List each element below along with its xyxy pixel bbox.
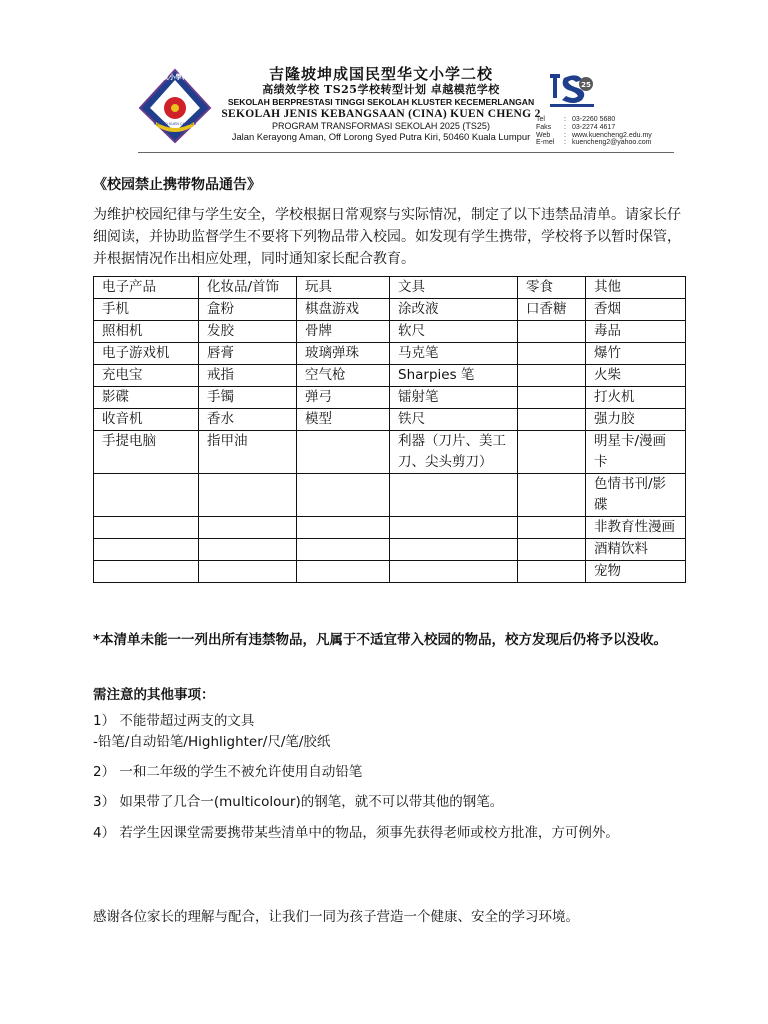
letterhead [138, 66, 674, 152]
table-cell: 充电宝 [94, 365, 199, 387]
table-cell: 马克笔 [390, 343, 518, 365]
notice-title: 《校园禁止携带物品通告》 [93, 177, 261, 193]
table-cell [518, 561, 586, 583]
table-cell: 照相机 [94, 321, 199, 343]
note-item: 4） 若学生因课堂需要携带某些清单中的物品，须事先获得老师或校方批准，方可例外。 [93, 825, 619, 841]
table-row [94, 539, 686, 561]
thanks-message: 感谢各位家长的理解与配合，让我们一同为孩子营造一个健康、安全的学习环境。 [93, 909, 579, 925]
logo-bottom-text: S.J.K.(C) KUEN CHENG 2 [153, 122, 197, 126]
table-cell [518, 365, 586, 387]
note-item: 2） 一和二年级的学生不被允许使用自动铅笔 [93, 764, 363, 780]
table-cell: 香水 [199, 409, 297, 431]
table-cell: 弹弓 [297, 387, 390, 409]
table-cell: 毒品 [586, 321, 686, 343]
contact-value: 03-2274 4617 [572, 123, 616, 131]
contact-value: kuencheng2@yahoo.com [572, 139, 652, 147]
table-cell [390, 474, 518, 517]
table-cell [94, 474, 199, 517]
table-cell: 玻璃弹珠 [297, 343, 390, 365]
table-cell: 软尺 [390, 321, 518, 343]
table-header-cell: 电子产品 [94, 277, 199, 299]
table-cell: 手镯 [199, 387, 297, 409]
table-cell: 空气枪 [297, 365, 390, 387]
table-row [94, 517, 686, 539]
table-cell [199, 561, 297, 583]
table-header-cell: 玩具 [297, 277, 390, 299]
ts25-logo-number: 25 [581, 81, 591, 89]
contact-row: E-mel : kuencheng2@yahoo.com [536, 139, 652, 147]
table-cell [518, 431, 586, 474]
school-name-ms: SEKOLAH JENIS KEBANGSAAN (CINA) KUEN CHENG 2 [221, 108, 541, 120]
table-cell: 火柴 [586, 365, 686, 387]
table-cell: 打火机 [586, 387, 686, 409]
table-cell: 明星卡/漫画卡 [586, 431, 686, 474]
table-cell: 手提电脑 [94, 431, 199, 474]
table-cell: 盒粉 [199, 299, 297, 321]
table-row [94, 343, 686, 365]
contact-key: Faks [536, 123, 552, 131]
table-cell [518, 474, 586, 517]
note-item: -铅笔/自动铅笔/Highlighter/尺/笔/胶纸 [93, 734, 331, 750]
letterhead-divider [138, 152, 674, 153]
table-cell [297, 561, 390, 583]
table-cell [199, 474, 297, 517]
table-cell: 影碟 [94, 387, 199, 409]
school-crest-logo [138, 68, 212, 144]
table-row [94, 474, 686, 517]
table-cell: 手机 [94, 299, 199, 321]
table-cell: 指甲油 [199, 431, 297, 474]
table-cell [297, 431, 390, 474]
ts25-logo [548, 70, 596, 112]
table-row [94, 431, 686, 474]
table-cell: 酒精饮料 [586, 539, 686, 561]
table-cell [94, 517, 199, 539]
contact-block [536, 116, 652, 147]
table-header-cell: 零食 [518, 277, 586, 299]
table-cell: 电子游戏机 [94, 343, 199, 365]
table-cell: 铁尺 [390, 409, 518, 431]
table-cell: Sharpies 笔 [390, 365, 518, 387]
school-name-cn: 吉隆坡坤成国民型华文小学二校 [268, 65, 493, 83]
table-row [94, 387, 686, 409]
table-cell [518, 321, 586, 343]
contact-key: E-mel [536, 139, 555, 147]
table-cell: 宠物 [586, 561, 686, 583]
table-cell [390, 539, 518, 561]
contact-key: Tel [536, 116, 545, 123]
note-item: 1） 不能带超过两支的文具 [93, 713, 255, 729]
table-cell: 棋盘游戏 [297, 299, 390, 321]
other-notes-heading: 需注意的其他事项： [93, 687, 215, 703]
table-cell: 香烟 [586, 299, 686, 321]
table-cell [518, 409, 586, 431]
table-cell: 模型 [297, 409, 390, 431]
school-address: Jalan Kerayong Aman, Off Lorong Syed Putra Kiri, 50460 Kuala Lumpur [231, 131, 531, 142]
letterhead-text [216, 66, 546, 142]
contact-value: www.kuencheng2.edu.my [572, 131, 652, 139]
table-cell [297, 517, 390, 539]
table-cell: 发胶 [199, 321, 297, 343]
table-cell: 爆竹 [586, 343, 686, 365]
table-cell: 骨牌 [297, 321, 390, 343]
table-cell [518, 343, 586, 365]
table-cell [518, 387, 586, 409]
table-cell: 戒指 [199, 365, 297, 387]
contact-value: 03-2260 5680 [572, 116, 616, 123]
table-header-cell: 化妆品/首饰 [199, 277, 297, 299]
contact-row: Web : www.kuencheng2.edu.my [536, 131, 652, 139]
program-name: PROGRAM TRANSFORMASI SEKOLAH 2025 (TS25) [272, 121, 490, 131]
table-header-cell: 其他 [586, 277, 686, 299]
table-cell [94, 561, 199, 583]
table-cell [199, 517, 297, 539]
school-status-ms: SEKOLAH BERPRESTASI TINGGI SEKOLAH KLUSTER KECEMERLANGAN [227, 97, 535, 107]
table-cell [297, 474, 390, 517]
table-row [94, 321, 686, 343]
table-cell [94, 539, 199, 561]
table-footnote: *本清单未能一一列出所有违禁物品，凡属于不适宜带入校园的物品，校方发现后仍将予以没收。 [93, 632, 668, 648]
table-cell: 非教育性漫画 [586, 517, 686, 539]
table-cell: 镭射笔 [390, 387, 518, 409]
intro-paragraph: 为维护校园纪律与学生安全，学校根据日常观察与实际情况，制定了以下违禁品清单。请家长仔细阅读，并协助监督学生不要将下列物品带入校园。如发现有学生携带，学校将予以暂时保管，并根据情况作出相应处理，同时通知家长配合教育。 [93, 207, 681, 267]
logo-top-text: 坤成小學(二) [155, 73, 195, 81]
table-cell [390, 561, 518, 583]
table-cell [297, 539, 390, 561]
note-item: 3） 如果带了几合一(multicolour)的钢笔，就不可以带其他的钢笔。 [93, 794, 504, 810]
table-row [94, 299, 686, 321]
table-cell [518, 517, 586, 539]
table-cell [199, 539, 297, 561]
contact-row: Tel : 03-2260 5680 [536, 116, 616, 123]
table-header-row [94, 277, 686, 299]
table-cell [518, 539, 586, 561]
table-cell: 收音机 [94, 409, 199, 431]
table-cell [390, 517, 518, 539]
table-row [94, 409, 686, 431]
table-cell: 色情书刊/影碟 [586, 474, 686, 517]
table-cell: 强力胶 [586, 409, 686, 431]
prohibited-items-table [93, 276, 686, 583]
table-row [94, 561, 686, 583]
table-cell: 口香糖 [518, 299, 586, 321]
table-cell: 利器（刀片、美工刀、尖头剪刀） [390, 431, 518, 474]
contact-row: Faks : 03-2274 4617 [536, 123, 616, 131]
table-row [94, 365, 686, 387]
table-cell: 涂改液 [390, 299, 518, 321]
table-cell: 唇膏 [199, 343, 297, 365]
table-header-cell: 文具 [390, 277, 518, 299]
school-status-cn: 高绩效学校 TS25学校转型计划 卓越模范学校 [262, 83, 500, 96]
contact-key: Web [536, 131, 551, 139]
